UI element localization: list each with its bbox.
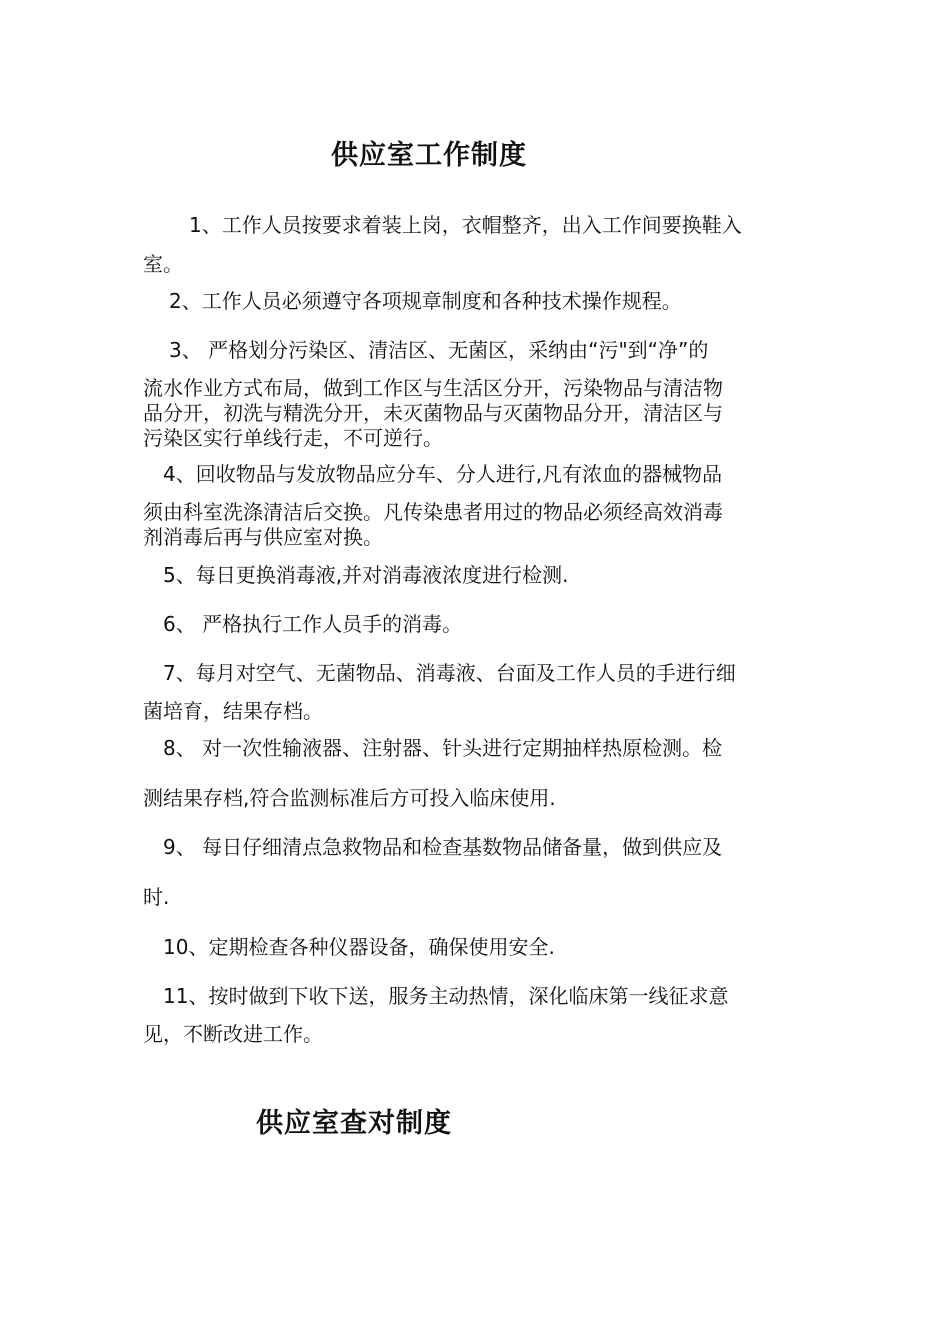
rule-line: 1、工作人员按要求着装上岗，衣帽整齐，出入工作间要换鞋入 <box>189 213 742 237</box>
rule-line: 3、 严格划分污染区、清洁区、无菌区，采纳由“污"到“净”的 <box>169 338 709 362</box>
rule-line: 污染区实行单线行走，不可逆行。 <box>143 426 443 450</box>
rule-line: 7、每月对空气、无菌物品、消毒液、台面及工作人员的手进行细 <box>163 661 736 685</box>
second-section-title: 供应室查对制度 <box>256 1108 452 1139</box>
rule-line: 见，不断改进工作。 <box>143 1022 323 1046</box>
rule-line: 室。 <box>143 252 183 276</box>
rule-line: 流水作业方式布局，做到工作区与生活区分开，污染物品与清洁物 <box>143 376 723 400</box>
rule-line: 菌培育，结果存档。 <box>143 699 323 723</box>
rule-line: 6、 严格执行工作人员手的消毒。 <box>163 612 463 636</box>
rule-line: 2、工作人员必须遵守各项规章制度和各种技术操作规程。 <box>169 289 682 313</box>
rule-line: 剂消毒后再与供应室对换。 <box>143 525 383 549</box>
rule-line: 8、 对一次性输液器、注射器、针头进行定期抽样热原检测。检 <box>163 736 723 760</box>
rule-line: 10、定期检查各种仪器设备，确保使用安全. <box>163 935 555 959</box>
rule-line: 时. <box>143 885 170 909</box>
rule-line: 4、回收物品与发放物品应分车、分人进行,凡有浓血的器械物品 <box>163 462 723 486</box>
rule-line: 测结果存档,符合监测标准后方可投入临床使用. <box>143 786 556 810</box>
rule-line: 9、 每日仔细清点急救物品和检查基数物品储备量，做到供应及 <box>163 835 723 859</box>
rule-line: 品分开，初洗与精洗分开，未灭菌物品与灭菌物品分开，清洁区与 <box>143 401 723 425</box>
rule-line: 5、每日更换消毒液,并对消毒液浓度进行检测. <box>163 563 569 587</box>
rule-line: 11、按时做到下收下送，服务主动热情，深化临床第一线征求意 <box>163 984 729 1008</box>
rule-line: 须由科室洗涤清洁后交换。凡传染患者用过的物品必须经高效消毒 <box>143 500 723 524</box>
document-title: 供应室工作制度 <box>331 140 527 171</box>
